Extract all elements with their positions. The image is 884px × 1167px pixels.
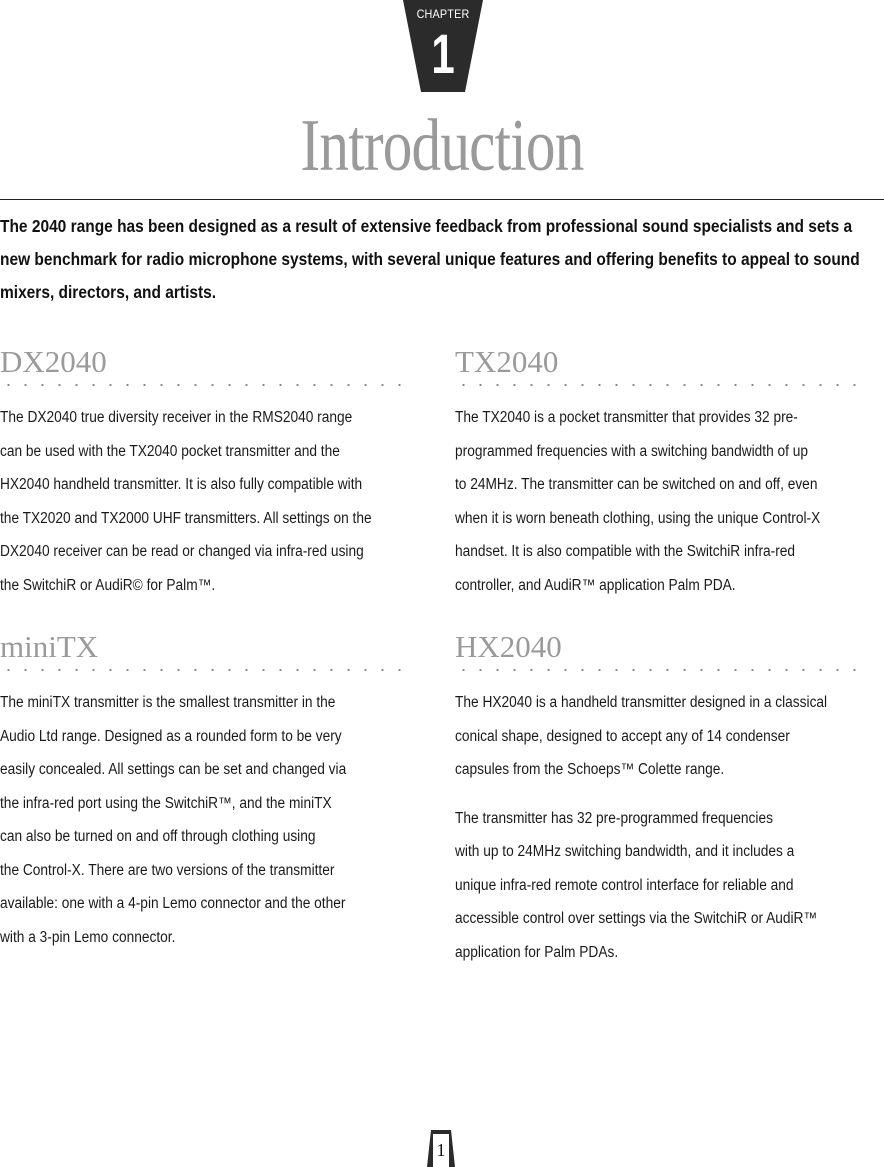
body-line: controller, and AudiR™ application Palm PDA. <box>455 576 736 594</box>
body-line: The TX2040 is a pocket transmitter that provides 32 pre- <box>455 409 798 426</box>
body-line: the infra-red port using the SwitchiR™, and the miniTX <box>0 794 332 812</box>
body-line: conical shape, designed to accept any of 14 condenser <box>455 727 790 745</box>
section-dx2040 <box>0 345 425 602</box>
section-hx2040 <box>455 630 884 969</box>
body-line: DX2040 receiver can be read or changed via infra-red using <box>0 543 364 560</box>
section-heading: TX2040 <box>455 344 559 379</box>
chapter-number: 1 <box>431 22 455 85</box>
dotted-divider <box>0 666 410 674</box>
body-paragraph <box>455 802 884 970</box>
section-heading: DX2040 <box>0 344 107 379</box>
body-line: accessible control over settings via the SwitchiR or AudiR™ <box>455 910 818 927</box>
body-line: The transmitter has 32 pre-programmed frequencies <box>455 809 773 827</box>
body-line: the SwitchiR or AudiR© for Palm™. <box>0 576 216 594</box>
body-line: programmed frequencies with a switching bandwidth of up <box>455 442 809 460</box>
body-line: with up to 24MHz switching bandwidth, and it includes a <box>455 843 795 860</box>
body-line: capsules from the Schoeps™ Colette range. <box>455 761 725 778</box>
body-line: can be used with the TX2040 pocket transmitter and the <box>0 442 340 460</box>
body-line: with a 3-pin Lemo connector. <box>0 928 176 946</box>
body-line: The DX2040 true diversity receiver in the RMS2040 range <box>0 409 353 426</box>
intro-line: The 2040 range has been designed as a result of extensive feedback from professional sound specialists and sets a <box>0 216 853 236</box>
section-heading: miniTX <box>0 629 99 664</box>
body-line: the TX2020 and TX2000 UHF transmitters. All settings on the <box>0 509 372 527</box>
body-line: unique infra-red remote control interface for reliable and <box>455 876 794 894</box>
section-body <box>0 401 429 602</box>
body-line: The HX2040 is a handheld transmitter designed in a classical <box>455 694 828 711</box>
section-body <box>455 686 884 969</box>
intro-paragraph <box>0 210 884 309</box>
page-number <box>427 1130 455 1167</box>
body-line: when it is worn beneath clothing, using the unique Control-X <box>455 509 821 527</box>
dotted-divider <box>455 381 865 389</box>
section-minitx <box>0 630 425 954</box>
dotted-divider <box>0 381 410 389</box>
body-line: The miniTX transmitter is the smallest transmitter in the <box>0 694 336 711</box>
body-line: handset. It is also compatible with the SwitchiR infra-red <box>455 543 796 560</box>
body-line: can also be turned on and off through clothing using <box>0 828 316 845</box>
intro-line: mixers, directors, and artists. <box>0 282 217 302</box>
page-title: Introduction <box>300 105 584 187</box>
body-line: HX2040 handheld transmitter. It is also fully compatible with <box>0 476 363 493</box>
chapter-label: CHAPTER <box>416 7 470 21</box>
title-divider <box>0 199 884 200</box>
body-line: Audio Ltd range. Designed as a rounded form to be very <box>0 727 342 745</box>
body-line: application for Palm PDAs. <box>455 943 619 961</box>
body-line: to 24MHz. The transmitter can be switched on and off, even <box>455 476 818 493</box>
page-number-text: 1 <box>436 1140 446 1160</box>
section-body <box>455 401 884 602</box>
dotted-divider <box>455 666 865 674</box>
body-line: available: one with a 4-pin Lemo connector and the other <box>0 895 346 912</box>
section-body <box>0 686 429 954</box>
body-line: the Control-X. There are two versions of the transmitter <box>0 861 335 879</box>
intro-line: new benchmark for radio microphone systems, with several unique features and offering benefits to appeal to sound <box>0 249 860 269</box>
section-heading: HX2040 <box>455 629 562 664</box>
body-line: easily concealed. All settings can be set and changed via <box>0 761 347 778</box>
chapter-badge <box>403 0 483 92</box>
section-tx2040 <box>455 345 884 602</box>
